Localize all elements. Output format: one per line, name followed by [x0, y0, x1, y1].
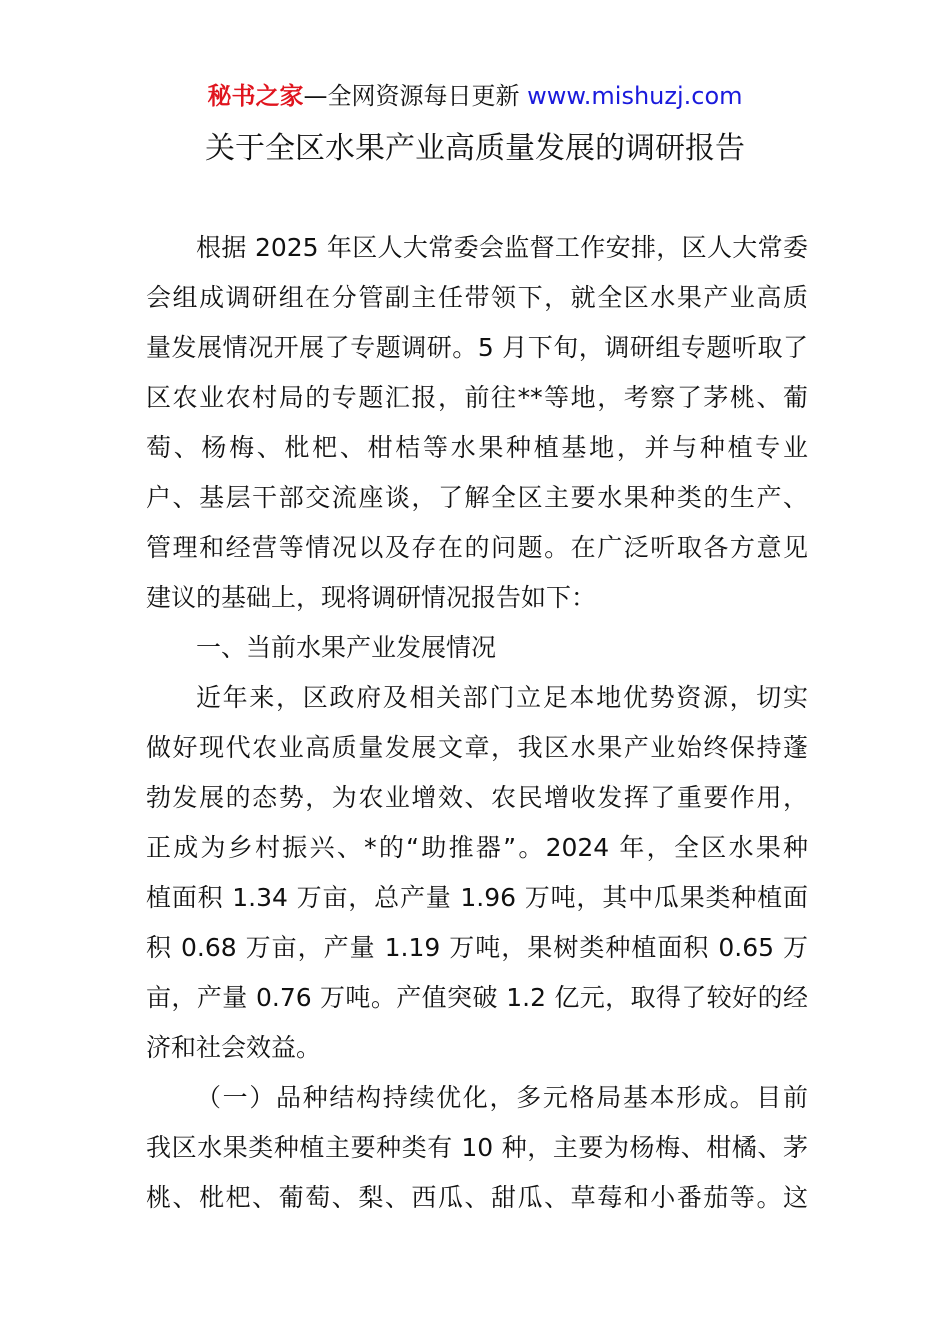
paragraph-variety — [146, 1073, 808, 1223]
section-heading — [146, 623, 808, 673]
text-line: 桃、枇杷、葡萄、梨、西瓜、甜瓜、草莓和小番茄等。这 — [146, 1183, 808, 1212]
text-line: 植面积 1.34 万亩，总产量 1.96 万吨，其中瓜果类种植面 — [146, 883, 808, 912]
text-line: 建议的基础上，现将调研情况报告如下： — [146, 583, 597, 612]
text-line: 近年来，区政府及相关部门立足本地优势资源，切实 — [196, 683, 808, 712]
text-line: 做好现代农业高质量发展文章，我区水果产业始终保持蓬 — [146, 733, 808, 762]
text-line: 勃发展的态势，为农业增效、农民增收发挥了重要作用， — [146, 783, 808, 812]
site-url-link[interactable]: www.mishuzj.com — [527, 82, 743, 110]
text-line: 一、当前水果产业发展情况 — [196, 633, 497, 662]
text-line: 户、基层干部交流座谈，了解全区主要水果种类的生产、 — [146, 483, 808, 512]
text-line: 我区水果类种植主要种类有 10 种，主要为杨梅、柑橘、茅 — [146, 1133, 808, 1162]
document-title: 关于全区水果产业高质量发展的调研报告 — [205, 131, 745, 166]
text-line: 萄、杨梅、枇杷、柑桔等水果种植基地，并与种植专业 — [146, 433, 808, 462]
header-tagline: —全网资源每日更新 — [303, 82, 520, 110]
brand-name: 秘书之家 — [207, 82, 304, 110]
paragraph-intro — [146, 223, 808, 623]
text-line: 根据 2025 年区人大常委会监督工作安排，区人大常委 — [196, 233, 808, 262]
text-line: 会组成调研组在分管副主任带领下，就全区水果产业高质 — [146, 283, 808, 312]
text-line: 济和社会效益。 — [146, 1033, 322, 1062]
document-body — [146, 223, 808, 1223]
text-line: 量发展情况开展了专题调研。5 月下旬，调研组专题听取了 — [146, 333, 808, 362]
text-line: 管理和经营等情况以及存在的问题。在广泛听取各方意见 — [146, 533, 808, 562]
text-line: 正成为乡村振兴、*的“助推器”。2024 年，全区水果种 — [146, 833, 808, 862]
text-line: 亩，产量 0.76 万吨。产值突破 1.2 亿元，取得了较好的经 — [146, 983, 808, 1012]
text-line: （一）品种结构持续优化，多元格局基本形成。目前 — [196, 1083, 808, 1112]
text-line: 区农业农村局的专题汇报，前往**等地，考察了茅桃、葡 — [146, 383, 808, 412]
text-line: 积 0.68 万亩，产量 1.19 万吨，果树类种植面积 0.65 万 — [146, 933, 808, 962]
paragraph-overview — [146, 673, 808, 1073]
site-header — [0, 80, 950, 112]
